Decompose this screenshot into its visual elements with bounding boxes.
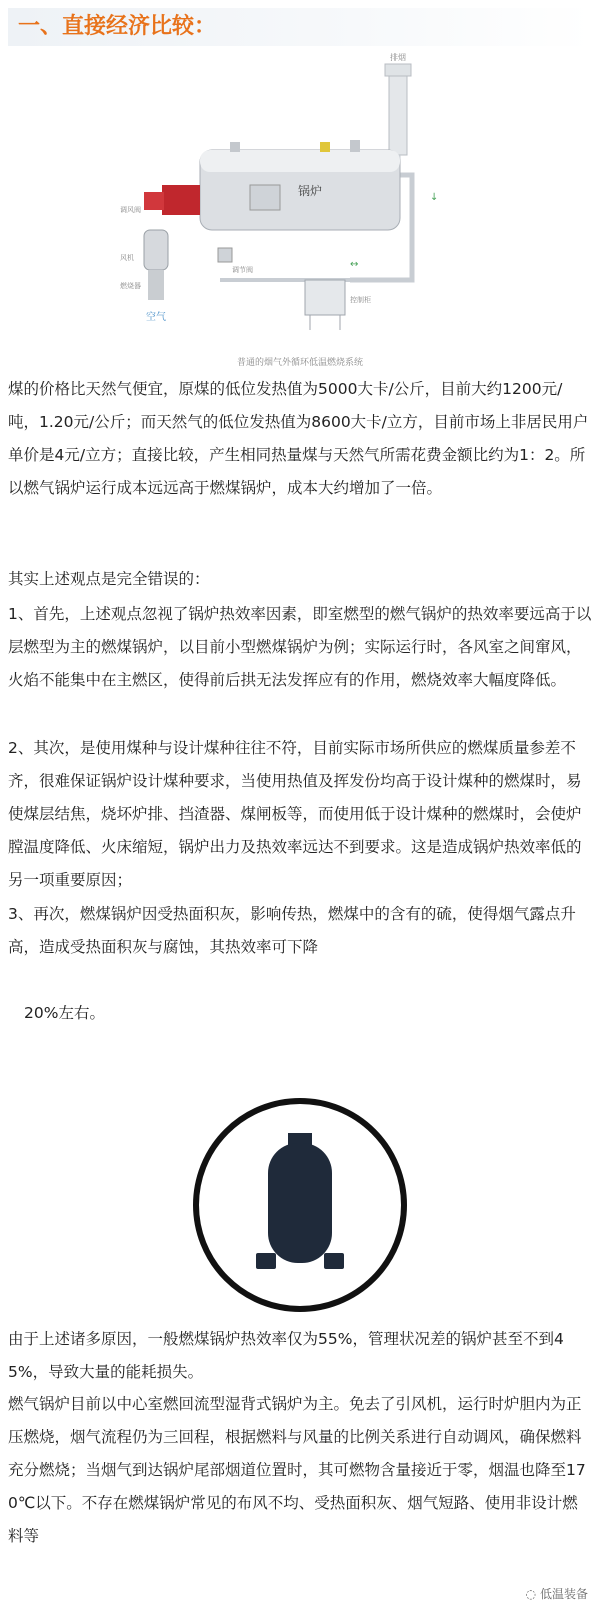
tank-leg-left bbox=[256, 1253, 276, 1269]
valve-label-left: 燃烧器 bbox=[120, 282, 141, 290]
tank-body bbox=[268, 1143, 332, 1263]
valve-label: 调节阀 bbox=[232, 266, 253, 274]
paragraph-point-1: 1、首先，上述观点忽视了锅炉热效率因素，即室燃型的燃气锅炉的热效率要远高于以层燃型为主的燃煤锅炉，以目前小型燃煤锅炉为例；实际运行时，各风室之间窜风，火焰不能集中在主燃区，使得前后拱无法发挥应有的作用，燃烧效率大幅度降低。 bbox=[8, 605, 592, 689]
wechat-icon: ◌ bbox=[525, 1586, 536, 1601]
paragraph-gas-boiler: 燃气锅炉目前以中心室燃回流型湿背式锅炉为主。免去了引风机，运行时炉胆内为正压燃烧，烟气流程仍为三回程，根据燃料与风量的比例关系进行自动调风，确保燃料充分燃烧；当烟气到达锅炉尾部烟道位置时，其可燃物含量接近于零，烟温也降至170℃以下。不存在燃煤锅炉常见的布风不均、受热面积灰、烟气短路、使用非设计燃料等 bbox=[8, 1395, 586, 1545]
tank-leg-right bbox=[324, 1253, 344, 1269]
watermark bbox=[526, 1585, 589, 1602]
fan-duct bbox=[148, 270, 164, 300]
burner-label: 调风阀 bbox=[120, 206, 141, 214]
chimney-cap bbox=[385, 64, 411, 76]
paragraph-point-2: 2、其次，是使用煤种与设计煤种往往不符，目前实际市场所供应的燃煤质量参差不齐，很难保证锅炉设计煤种要求，当使用热值及挥发份均高于设计煤种的燃煤时，易使煤层结焦，烧坏炉排、挡渣器、煤闸板等，而使用低于设计煤种的燃煤时，会使炉膛温度降低、火床缩短，锅炉出力及热效率远达不到要求。这是造成锅炉热效率低的另一项重要原因； bbox=[8, 739, 582, 889]
paragraph-point-3: 3、再次，燃煤锅炉因受热面积灰，影响传热，燃煤中的含有的硫，使得烟气露点升高，造成受热面积灰与腐蚀，其热效率可下降 bbox=[8, 905, 576, 956]
boiler-label: 锅炉 bbox=[297, 184, 323, 198]
watermark-text: 低温装备 bbox=[539, 1587, 588, 1601]
fan bbox=[144, 230, 168, 270]
burner-head bbox=[144, 192, 164, 210]
flow-arrow-icon: ↓ bbox=[430, 192, 439, 203]
boiler-diagram bbox=[100, 50, 500, 370]
tank-icon bbox=[190, 1095, 410, 1315]
flow-arrow-icon: ↔ bbox=[350, 259, 359, 270]
section-heading: 一、直接经济比较： bbox=[8, 8, 592, 46]
paragraph-efficiency: 由于上述诸多原因，一般燃煤锅炉热效率仅为55%，管理状况差的锅炉甚至不到45%，导致大量的能耗损失。 bbox=[8, 1330, 564, 1381]
figure-caption: 普通的烟气外循环低温燃烧系统 bbox=[236, 358, 363, 368]
control-cabinet bbox=[305, 280, 345, 315]
paragraph-point-3-tail: 20%左右。 bbox=[24, 1004, 105, 1022]
air-label: 空气 bbox=[146, 312, 166, 323]
chimney bbox=[389, 75, 407, 155]
boiler-fitting bbox=[230, 142, 240, 152]
fan-label: 风机 bbox=[120, 254, 134, 262]
paragraph-price-comparison: 煤的价格比天然气便宜，原煤的低位发热值为5000大卡/公斤，目前大约1200元/吨，1.20元/公斤；而天然气的低位发热值为8600大卡/立方，目前市场上非居民用户单价是4元/立方；直接比较，产生相同热量煤与天然气所需花费金额比约为1：2。所以燃气锅炉运行成本远远高于燃煤锅炉，成本大约增加了一倍。 bbox=[8, 380, 589, 497]
boiler-fitting bbox=[350, 140, 360, 152]
burner bbox=[162, 185, 200, 215]
cabinet-label: 控制柜 bbox=[350, 296, 371, 304]
boiler-fitting-yellow bbox=[320, 142, 330, 152]
valve bbox=[218, 248, 232, 262]
boiler-highlight bbox=[200, 150, 400, 172]
boiler-diagram-svg bbox=[100, 50, 500, 350]
chimney-label: 排烟 bbox=[390, 53, 406, 62]
paragraph-rebuttal-intro: 其实上述观点是完全错误的： bbox=[8, 570, 210, 588]
boiler-panel bbox=[250, 185, 280, 210]
